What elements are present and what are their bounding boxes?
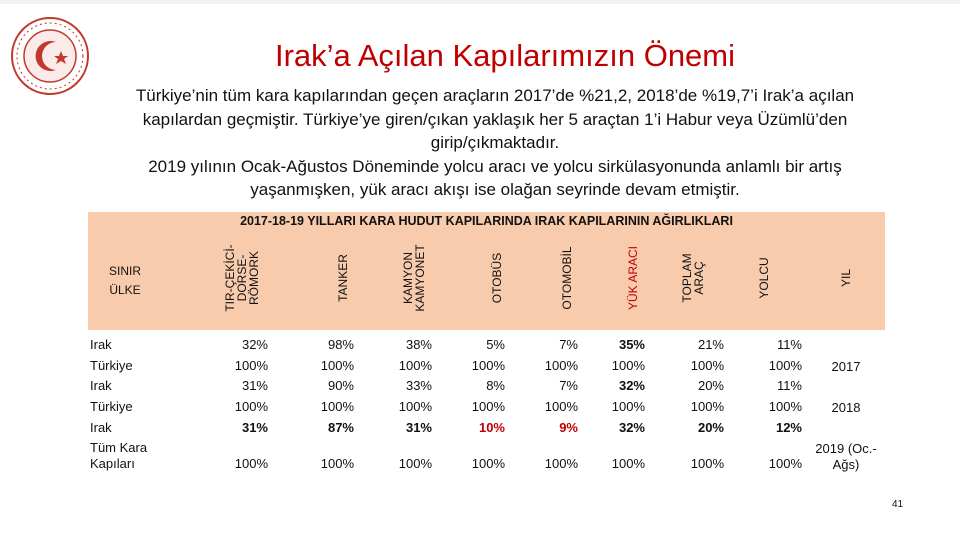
- column-header-text: [758, 257, 770, 298]
- year-label: [808, 400, 884, 416]
- column-header-line: ARAÇ: [692, 261, 706, 295]
- table-cell: 100%: [320, 456, 354, 471]
- table-cell: 100%: [768, 399, 802, 414]
- table-cell: 100%: [471, 399, 505, 414]
- year-label-line: 2019 (Oc.-: [815, 441, 877, 456]
- column-header-text: [561, 246, 573, 309]
- table-cell: 20%: [697, 378, 724, 393]
- table-cell: 100%: [611, 399, 645, 414]
- column-header-text: [491, 253, 503, 303]
- table-cell: 100%: [690, 358, 724, 373]
- table-cell: 11%: [776, 378, 802, 393]
- intro-line: 2019 yılının Ocak-Ağustos Döneminde yolcu aracı ve yolcu sirkülasyonunda anlamlı bir artış: [148, 156, 842, 176]
- row-label: Türkiye: [90, 358, 133, 373]
- intro-line: kapılardan geçmiştir. Türkiye’ye giren/çıkan yaklaşık her 5 araçtan 1’i Habur veya Üzümlü’den: [142, 109, 848, 129]
- column-header-line: TANKER: [336, 254, 350, 302]
- year-label-line: 2017: [831, 359, 861, 374]
- top-border: [0, 0, 960, 4]
- row-label: Türkiye: [90, 399, 133, 414]
- table-cell: 12%: [775, 420, 802, 435]
- table-cell: 11%: [776, 337, 802, 352]
- table-cell: 31%: [405, 420, 432, 435]
- column-header: [673, 230, 713, 326]
- table-cell: 100%: [234, 358, 268, 373]
- column-header-text: [224, 244, 260, 311]
- column-header-line: RÖMORK: [247, 251, 261, 305]
- table-cell: 7%: [559, 337, 578, 352]
- table-cell: 87%: [327, 420, 354, 435]
- table-cell: 32%: [241, 337, 268, 352]
- table-cell: 100%: [471, 358, 505, 373]
- year-label: [808, 441, 884, 473]
- table-title: 2017-18-19 YILLARI KARA HUDUT KAPILARINDA IRAK KAPILARININ AĞIRLIKLARI: [240, 214, 733, 228]
- column-header: [323, 230, 363, 326]
- table-cell: 100%: [398, 456, 432, 471]
- table-cell: 35%: [618, 337, 645, 352]
- table-cell: 100%: [611, 456, 645, 471]
- column-header-line: KAMYON: [401, 252, 415, 305]
- table-cell: 100%: [320, 358, 354, 373]
- table-cell: 100%: [398, 399, 432, 414]
- table-cell: 10%: [478, 420, 505, 435]
- table-cell: 90%: [327, 378, 354, 393]
- table-cell: 100%: [234, 456, 268, 471]
- table-cell: 31%: [241, 378, 268, 393]
- table-cell: 32%: [618, 420, 645, 435]
- row-label: [90, 440, 147, 472]
- table-cell: 100%: [690, 456, 724, 471]
- row-label-line: Kapıları: [90, 456, 135, 471]
- ministry-logo-icon: [8, 14, 92, 98]
- table-cell: 21%: [697, 337, 724, 352]
- intro-line: girip/çıkmaktadır.: [430, 133, 560, 152]
- column-header-text: [402, 244, 426, 311]
- table-cell: 33%: [405, 378, 432, 393]
- year-label: [808, 359, 884, 375]
- table-cell: 98%: [327, 337, 354, 352]
- table-cell: 100%: [768, 358, 802, 373]
- row-label: Irak: [90, 420, 112, 435]
- table-cell: 38%: [405, 337, 432, 352]
- column-header-line: OTOMOBİL: [560, 246, 574, 310]
- table-cell: 5%: [486, 337, 505, 352]
- column-header-line: TOPLAM: [680, 253, 694, 303]
- column-header: [477, 230, 517, 326]
- column-label-line: SINIR: [108, 264, 141, 278]
- table-cell: 100%: [768, 456, 802, 471]
- column-header-line: KAMYONET: [413, 244, 427, 312]
- border-country-label: [90, 262, 160, 300]
- row-label: Irak: [90, 337, 112, 352]
- intro-line: Türkiye’nin tüm kara kapılarından geçen araçların 2017’de %21,2, 2018’de %19,7’i Irak’a açılan: [135, 86, 855, 105]
- column-header: [613, 230, 653, 326]
- column-header: [222, 230, 262, 326]
- page-title: Irak’a Açılan Kapılarımızın Önemi: [274, 38, 736, 73]
- table-cell: 32%: [618, 378, 645, 393]
- column-header-line: YÜK ARACI: [626, 245, 640, 311]
- column-header: [826, 230, 866, 326]
- row-label: Irak: [90, 378, 112, 393]
- table-cell: 9%: [559, 420, 578, 435]
- row-label-line: Tüm Kara: [90, 440, 148, 455]
- table-cell: 100%: [320, 399, 354, 414]
- column-header-text: [627, 246, 639, 310]
- column-header-line: OTOBÜS: [490, 252, 504, 304]
- column-header: [394, 230, 434, 326]
- table-cell: 8%: [486, 378, 505, 393]
- year-label-line: 2018: [831, 400, 861, 415]
- table-cell: 20%: [697, 420, 724, 435]
- table-cell: 100%: [544, 456, 578, 471]
- table-cell: 100%: [544, 358, 578, 373]
- column-header-line: YOLCU: [757, 257, 771, 299]
- column-header-line: DORSE-: [235, 254, 249, 302]
- table-cell: 100%: [398, 358, 432, 373]
- column-header-text: [840, 269, 852, 287]
- year-label-line: Ağs): [832, 457, 860, 472]
- table-cell: 100%: [690, 399, 724, 414]
- page-number: 41: [892, 499, 904, 510]
- table-cell: 100%: [471, 456, 505, 471]
- table-cell: 100%: [544, 399, 578, 414]
- column-label-line: ÜLKE: [109, 283, 141, 297]
- column-header: [744, 230, 784, 326]
- table-cell: 100%: [611, 358, 645, 373]
- table-cell: 100%: [234, 399, 268, 414]
- column-header-text: [681, 253, 705, 302]
- column-header-line: YIL: [839, 268, 853, 288]
- intro-text: [90, 84, 900, 202]
- table-cell: 31%: [241, 420, 268, 435]
- intro-line: yaşanmışken, yük aracı akışı ise olağan seyrinde devam etmiştir.: [250, 180, 740, 199]
- column-header-line: TIR-ÇEKİCİ-: [223, 244, 237, 312]
- table-cell: 7%: [559, 378, 578, 393]
- column-header: [547, 230, 587, 326]
- column-header-text: [337, 254, 349, 302]
